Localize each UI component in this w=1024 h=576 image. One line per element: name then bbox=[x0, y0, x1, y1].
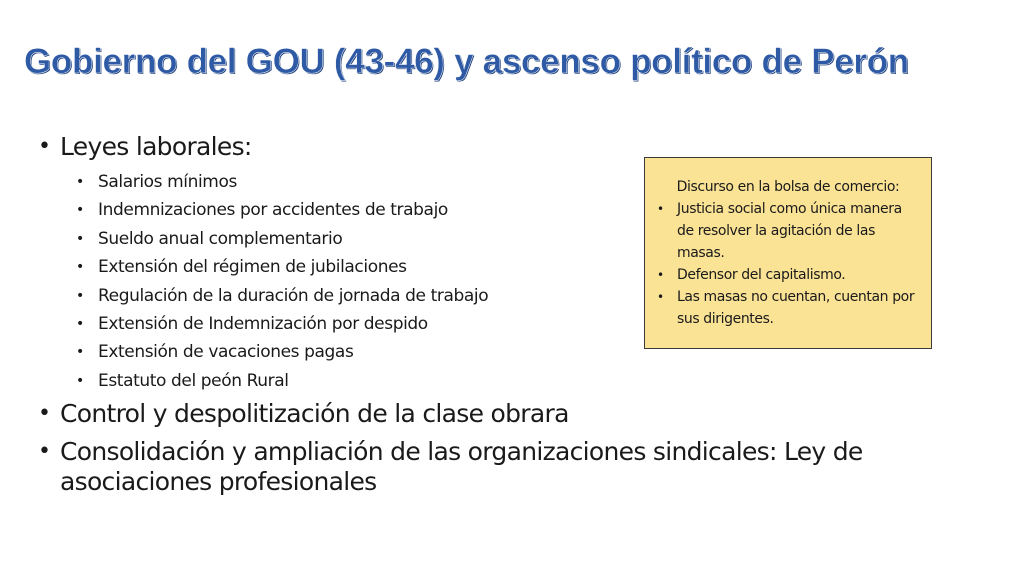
bullet-icon: • bbox=[76, 372, 84, 389]
sub-point bbox=[30, 367, 890, 395]
bullet-icon: • bbox=[76, 287, 84, 304]
main-point-label: Consolidación y ampliación de las organizaciones sindicales: Ley de asociaciones profesionales bbox=[60, 437, 863, 497]
note-item bbox=[655, 286, 921, 330]
sub-point-label: Sueldo anual complementario bbox=[98, 228, 343, 249]
bullet-icon: • bbox=[76, 230, 84, 247]
sub-point-label: Extensión de Indemnización por despido bbox=[98, 314, 428, 335]
note-item-label: Defensor del capitalismo. bbox=[677, 267, 846, 283]
note-item bbox=[655, 198, 921, 264]
main-point-control-clase-obrera bbox=[30, 399, 890, 429]
main-point-label: Leyes laborales: bbox=[60, 132, 252, 161]
sub-point-label: Regulación de la duración de jornada de trabajo bbox=[98, 285, 489, 306]
speech-note-box bbox=[644, 157, 932, 349]
note-box-list bbox=[655, 198, 921, 330]
bullet-icon: • bbox=[38, 401, 51, 427]
bullet-icon: • bbox=[76, 316, 84, 333]
sub-point-label: Salarios mínimos bbox=[98, 172, 237, 192]
sub-point-label: Indemnizaciones por accidentes de trabajo bbox=[98, 200, 448, 221]
bullet-icon: • bbox=[657, 202, 664, 216]
note-item bbox=[655, 264, 921, 286]
bullet-icon: • bbox=[657, 268, 664, 282]
sub-point-label: Estatuto del peón Rural bbox=[98, 370, 289, 391]
bullet-icon: • bbox=[76, 202, 84, 219]
main-point-label: Control y despolitización de la clase obrara bbox=[60, 399, 569, 429]
bullet-icon: • bbox=[76, 259, 84, 276]
bullet-icon: • bbox=[38, 439, 51, 465]
bullet-icon: • bbox=[76, 174, 84, 190]
note-item-label: Justicia social como única manera de resolver la agitación de las masas. bbox=[677, 201, 902, 261]
sub-point-label: Extensión de vacaciones pagas bbox=[98, 342, 354, 363]
note-item-label: Las masas no cuentan, cuentan por sus dirigentes. bbox=[677, 289, 915, 327]
bullet-icon: • bbox=[38, 134, 51, 159]
main-point-organizaciones-sindicales bbox=[30, 437, 890, 497]
note-box-title: Discurso en la bolsa de comercio: bbox=[676, 179, 900, 195]
bullet-icon: • bbox=[657, 290, 664, 304]
sub-point-label: Extensión del régimen de jubilaciones bbox=[98, 257, 407, 278]
bullet-icon: • bbox=[76, 344, 84, 361]
slide-title: Gobierno del GOU (43-46) y ascenso político de Perón bbox=[24, 42, 909, 81]
